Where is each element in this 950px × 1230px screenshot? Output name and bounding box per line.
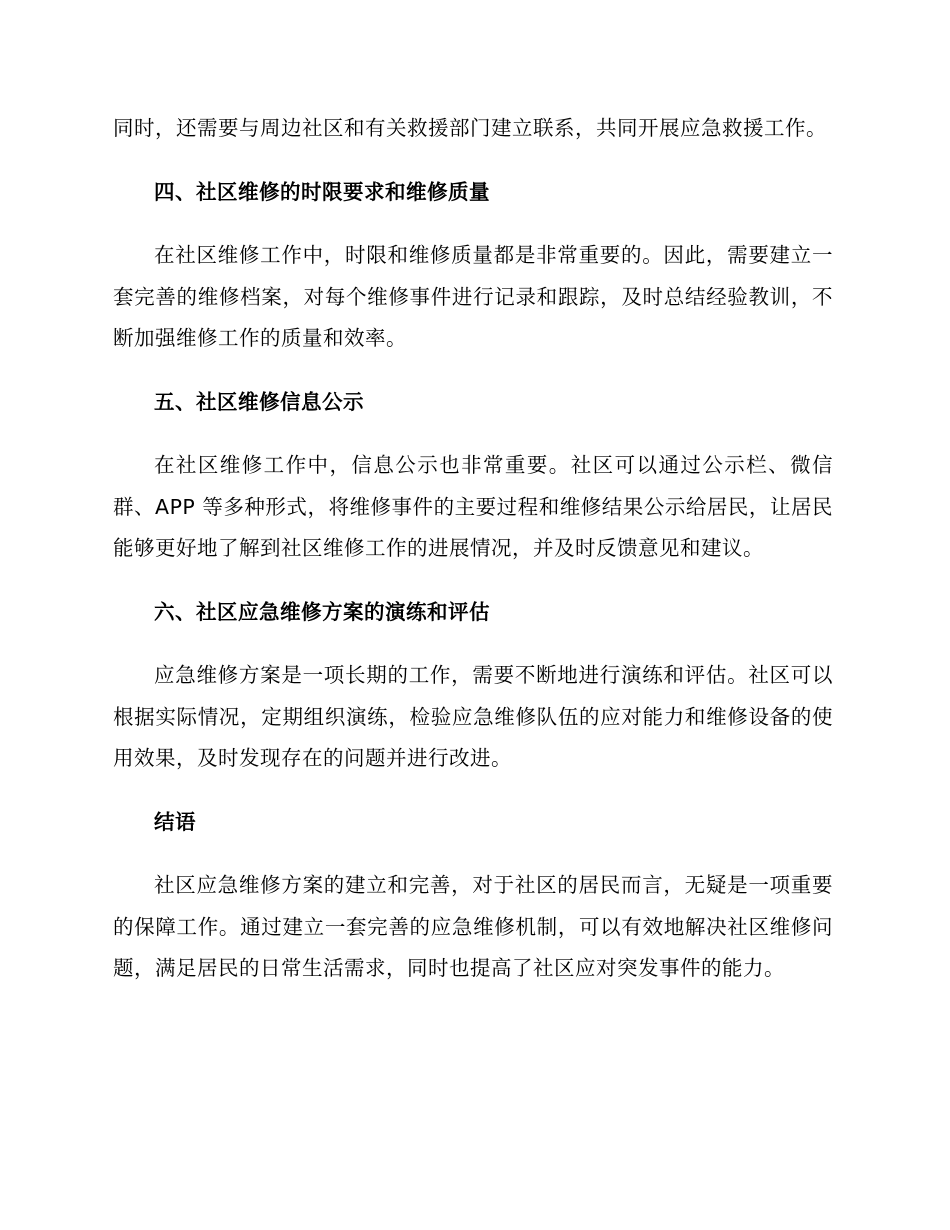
conclusion-heading: 结语 bbox=[154, 809, 196, 834]
section-heading-6: 六、社区应急维修方案的演练和评估 bbox=[154, 599, 490, 624]
document-page bbox=[113, 108, 833, 1012]
section-heading-5: 五、社区维修信息公示 bbox=[154, 389, 364, 414]
paragraph-section-4: 在社区维修工作中，时限和维修质量都是非常重要的。因此，需要建立一套完善的维修档案，对每个维修事件进行记录和跟踪，及时总结经验教训，不断加强维修工作的质量和效率。 bbox=[113, 243, 833, 350]
paragraph-conclusion: 社区应急维修方案的建立和完善，对于社区的居民而言，无疑是一项重要的保障工作。通过建立一套完善的应急维修机制，可以有效地解决社区维修问题，满足居民的日常生活需求，同时也提高了社区应对突发事件的能力。 bbox=[113, 873, 833, 980]
paragraph-continuation: 同时，还需要与周边社区和有关救援部门建立联系，共同开展应急救援工作。 bbox=[113, 116, 827, 140]
paragraph-section-5: 在社区维修工作中，信息公示也非常重要。社区可以通过公示栏、微信群、APP 等多种形式，将维修事件的主要过程和维修结果公示给居民，让居民能够更好地了解到社区维修工作的进展情况，并及时反馈意见和建议。 bbox=[113, 453, 833, 560]
paragraph-section-6: 应急维修方案是一项长期的工作，需要不断地进行演练和评估。社区可以根据实际情况，定期组织演练，检验应急维修队伍的应对能力和维修设备的使用效果，及时发现存在的问题并进行改进。 bbox=[113, 663, 833, 770]
section-heading-4: 四、社区维修的时限要求和维修质量 bbox=[154, 179, 490, 204]
